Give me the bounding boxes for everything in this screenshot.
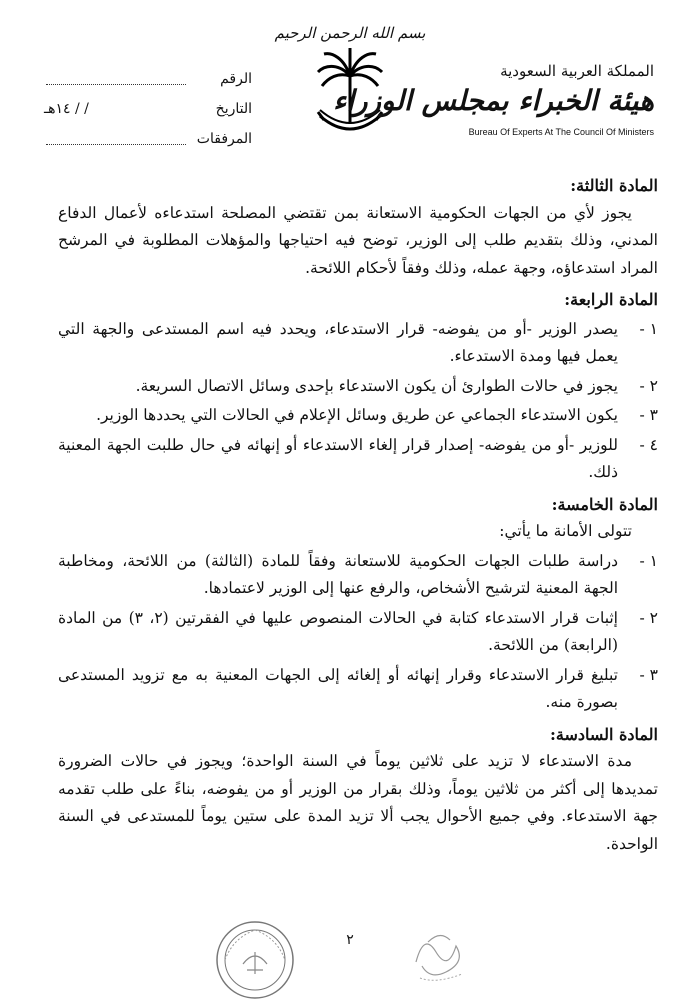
date-label: التاريخ	[215, 101, 252, 117]
attachments-label: المرفقات	[196, 131, 252, 147]
basmala: بسم الله الرحمن الرحيم	[274, 24, 426, 42]
ref-label: الرقم	[220, 71, 252, 87]
list-item	[58, 432, 658, 487]
article-body: مدة الاستدعاء لا تزيد على ثلاثين يوماً في السنة الواحدة؛ ويجوز في حالات الضرورة تمديدها إلى أكثر من ثلاثين يوماً، وذلك بقرار من الوزير أو من يفوضه، بناءً على طلب تقدمه جهة الاستدعاء. وفي جميع الأحوال يجب ألا تزيد المدة على ستين يوماً للمستدعى في السنة الواحدة.	[58, 752, 658, 853]
page-number: ٢	[346, 932, 354, 948]
official-seal-icon	[213, 918, 297, 1002]
item-number: ٤ -	[639, 435, 658, 454]
signature-scribble-icon	[406, 922, 476, 992]
article-6	[58, 721, 658, 859]
article-intro: تتولى الأمانة ما يأتي:	[499, 522, 632, 540]
ref-row	[40, 64, 252, 94]
list-item	[58, 548, 658, 603]
letter-meta	[40, 64, 252, 154]
attachments-row	[40, 124, 252, 154]
article-title: المادة الرابعة:	[564, 290, 658, 309]
list-item	[58, 605, 658, 660]
item-number: ٣ -	[639, 406, 658, 424]
item-text: دراسة طلبات الجهات الحكومية للاستعانة وفقاً للمادة (الثالثة) من اللائحة، ومخاطبة الجهة المعنية لترشيح الأشخاص، والرفع عنها إلى الوزير لاعتمادها.	[58, 551, 618, 597]
document-body	[58, 172, 658, 858]
item-text: يصدر الوزير -أو من يفوضه- قرار الاستدعاء، ويحدد فيه اسم المستدعى والجهة التي يعمل فيها ومدة الاستدعاء.	[58, 319, 618, 365]
article-3	[58, 172, 658, 282]
list-item	[58, 662, 658, 717]
item-text: للوزير -أو من يفوضه- إصدار قرار إلغاء الاستدعاء أو إنهائه في حال طلبت الجهة المعنية ذلك.	[58, 435, 618, 481]
item-number: ٣ -	[639, 665, 658, 684]
attachments-field	[46, 134, 186, 145]
list-item	[58, 402, 658, 430]
article-title: المادة السادسة:	[549, 724, 658, 744]
article-5	[58, 491, 658, 717]
item-text: إثبات قرار الاستدعاء كتابة في الحالات المنصوص عليها في الفقرتين (٢، ٣) من المادة (الرابعة) من اللائحة.	[58, 608, 618, 654]
list-item	[58, 373, 658, 401]
article-body: يجوز لأي من الجهات الحكومية الاستعانة بمن تقتضي المصلحة استدعاءه لأعمال الدفاع المدني، وذلك بتقديم طلب إلى الوزير، توضح فيه احتياجها والمؤهلات المطلوبة في المرشح المراد استدعاؤه، وجهة عمله، وذلك وفقاً لأحكام اللائحة.	[58, 203, 658, 277]
ref-field	[46, 74, 186, 85]
article-title: المادة الخامسة:	[551, 494, 658, 514]
country-name: المملكة العربية السعودية	[500, 62, 654, 80]
article-title: المادة الثالثة:	[570, 176, 658, 195]
list-item	[58, 316, 658, 371]
item-text: يجوز في حالات الطوارئ أن يكون الاستدعاء بإحدى وسائل الاتصال السريعة.	[135, 376, 618, 395]
organization-name-en: Bureau Of Experts At The Council Of Ministers	[468, 127, 654, 137]
item-text: يكون الاستدعاء الجماعي عن طريق وسائل الإعلام في الحالات التي يحددها الوزير.	[96, 406, 618, 424]
item-number: ١ -	[639, 319, 658, 338]
date-value: / / ١٤هـ	[44, 101, 89, 117]
item-number: ٢ -	[639, 376, 658, 395]
item-number: ١ -	[639, 551, 658, 570]
organization-name-ar: هيئة الخبراء بمجلس الوزراء	[333, 84, 654, 117]
item-text: تبليغ قرار الاستدعاء وقرار إنهائه أو إلغائه إلى الجهات المعنية به مع تزويد المستدعى بصورة منه.	[58, 665, 618, 711]
article-4	[58, 286, 658, 487]
item-number: ٢ -	[639, 608, 658, 627]
date-row	[40, 94, 252, 124]
